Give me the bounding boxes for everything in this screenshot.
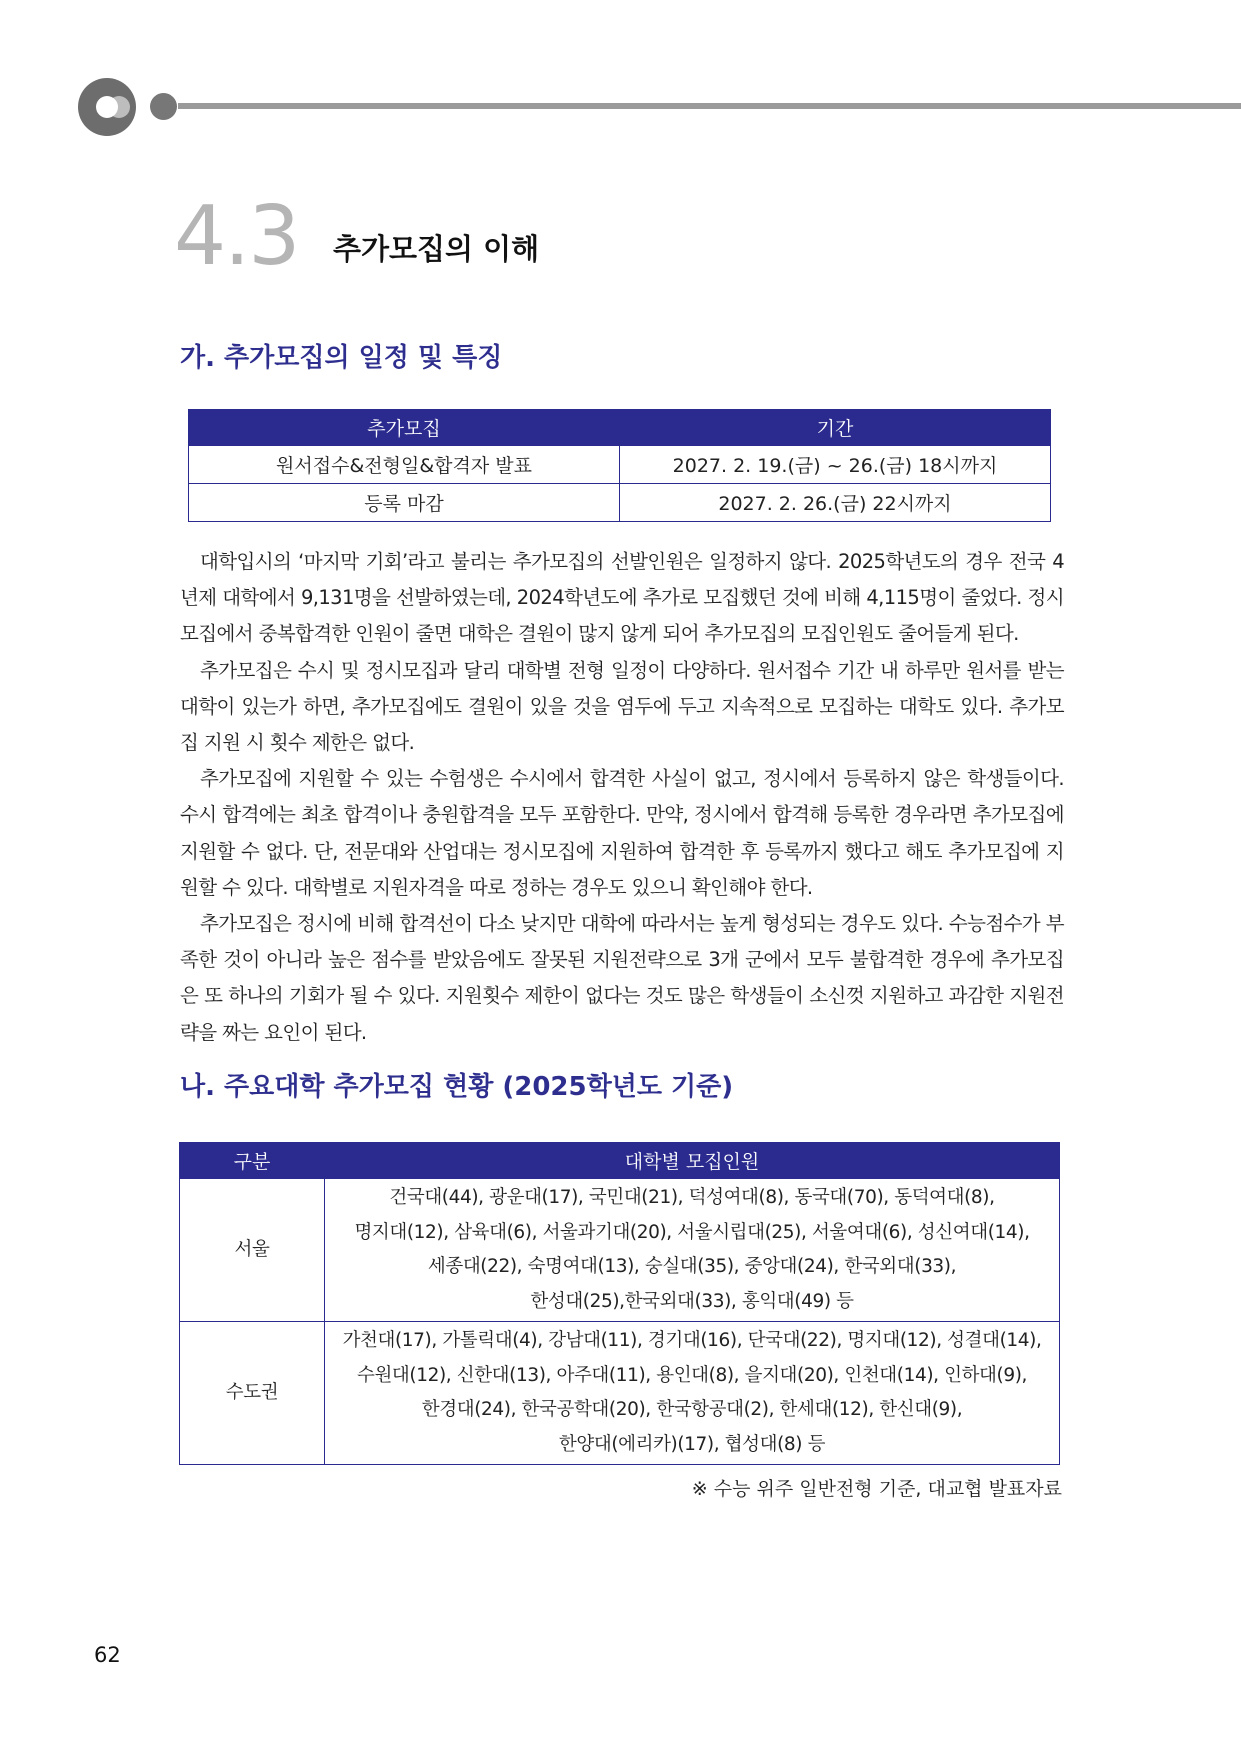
table-cell: 원서접수&전형일&합격자 발표 — [189, 446, 620, 484]
table-header-row — [180, 1143, 1060, 1179]
table-row — [189, 446, 1051, 484]
university-line: 한성대(25),한국외대(33), 홍익대(49) 등 — [530, 1290, 854, 1312]
table-header-row — [189, 410, 1051, 446]
table-row — [180, 1322, 1060, 1465]
header-ring-hole-icon — [96, 96, 118, 118]
region-cell: 서울 — [180, 1179, 325, 1322]
table-row — [189, 484, 1051, 522]
university-line: 가천대(17), 가톨릭대(4), 강남대(11), 경기대(16), 단국대(22), 명지대(12), 성결대(14), — [342, 1330, 1042, 1351]
header-dot-icon — [150, 93, 177, 120]
table-cell: 등록 마감 — [189, 484, 620, 522]
university-line: 세종대(22), 숙명여대(13), 숭실대(35), 중앙대(24), 한국외대(33), — [427, 1256, 957, 1277]
table-header-cell: 기간 — [620, 410, 1051, 446]
table-header-cell: 구분 — [180, 1143, 325, 1179]
table-cell: 2027. 2. 26.(금) 22시까지 — [620, 484, 1051, 522]
university-line: 명지대(12), 삼육대(6), 서울과기대(20), 서울시립대(25), 서울여대(6), 성신여대(14), — [354, 1221, 1030, 1243]
source-note: ※ 수능 위주 일반전형 기준, 대교협 발표자료 — [691, 1478, 1062, 1500]
section-title: 추가모집의 이해 — [333, 232, 540, 266]
schedule-table — [188, 409, 1051, 522]
table-cell: 2027. 2. 19.(금) ~ 26.(금) 18시까지 — [620, 446, 1051, 484]
university-line: 한양대(에리카)(17), 협성대(8) 등 — [558, 1433, 826, 1455]
table-header-cell: 대학별 모집인원 — [325, 1143, 1060, 1179]
paragraph: 추가모집은 정시에 비해 합격선이 다소 낮지만 대학에 따라서는 높게 형성되는 경우도 있다. 수능점수가 부족한 것이 아니라 높은 점수를 받았음에도 잘못된 지원전략으로 3개 군에서 모두 불합격한 경우에 추가모집은 또 하나의 기회가 될 수 있다. 지원횟수 제한이 없다는 것도 많은 학생들이 소신껏 지원하고 과감한 지원전략을 짜는 요인이 된다. — [180, 912, 1064, 1044]
header-rule — [178, 103, 1241, 109]
body-text — [180, 544, 1064, 1051]
university-list-cell — [325, 1179, 1060, 1322]
table-row — [180, 1179, 1060, 1322]
subsection-title-schedule: 가. 추가모집의 일정 및 특징 — [180, 343, 503, 373]
paragraph: 대학입시의 ‘마지막 기회’라고 불리는 추가모집의 선발인원은 일정하지 않다. 2025학년도의 경우 전국 4년제 대학에서 9,131명을 선발하였는데, 2024학년도에 추가로 모집했던 것에 비해 4,115명이 줄었다. 정시모집에서 중복합격한 인원이 줄면 대학은 결원이 많지 않게 되어 추가모집의 모집인원도 줄어들게 된다. — [180, 550, 1064, 646]
paragraph: 추가모집은 수시 및 정시모집과 달리 대학별 전형 일정이 다양하다. 원서접수 기간 내 하루만 원서를 받는 대학이 있는가 하면, 추가모집에도 결원이 있을 것을 염두에 두고 지속적으로 모집하는 대학도 있다. 추가모집 지원 시 횟수 제한은 없다. — [180, 658, 1064, 755]
university-list-cell — [325, 1322, 1060, 1465]
university-line: 건국대(44), 광운대(17), 국민대(21), 덕성여대(8), 동국대(70), 동덕여대(8), — [389, 1187, 995, 1208]
page-number: 62 — [94, 1643, 121, 1667]
section-number: 4.3 — [174, 189, 299, 284]
subsection-title-status: 나. 주요대학 추가모집 현황 (2025학년도 기준) — [180, 1072, 734, 1102]
university-line: 한경대(24), 한국공학대(20), 한국항공대(2), 한세대(12), 한신대(9), — [421, 1399, 963, 1420]
university-line: 수원대(12), 신한대(13), 아주대(11), 용인대(8), 을지대(20), 인천대(14), 인하대(9), — [356, 1364, 1028, 1386]
region-cell: 수도권 — [180, 1322, 325, 1465]
university-table — [179, 1142, 1060, 1465]
table-header-cell: 추가모집 — [189, 410, 620, 446]
paragraph: 추가모집에 지원할 수 있는 수험생은 수시에서 합격한 사실이 없고, 정시에서 등록하지 않은 학생들이다. 수시 합격에는 최초 합격이나 충원합격을 모두 포함한다. 만약, 정시에서 합격해 등록한 경우라면 추가모집에 지원할 수 없다. 단, 전문대와 산업대는 정시모집에 지원하여 합격한 후 등록까지 했다고 해도 추가모집에 지원할 수 있다. 대학별로 지원자격을 따로 정하는 경우도 있으니 확인해야 한다. — [180, 767, 1064, 899]
